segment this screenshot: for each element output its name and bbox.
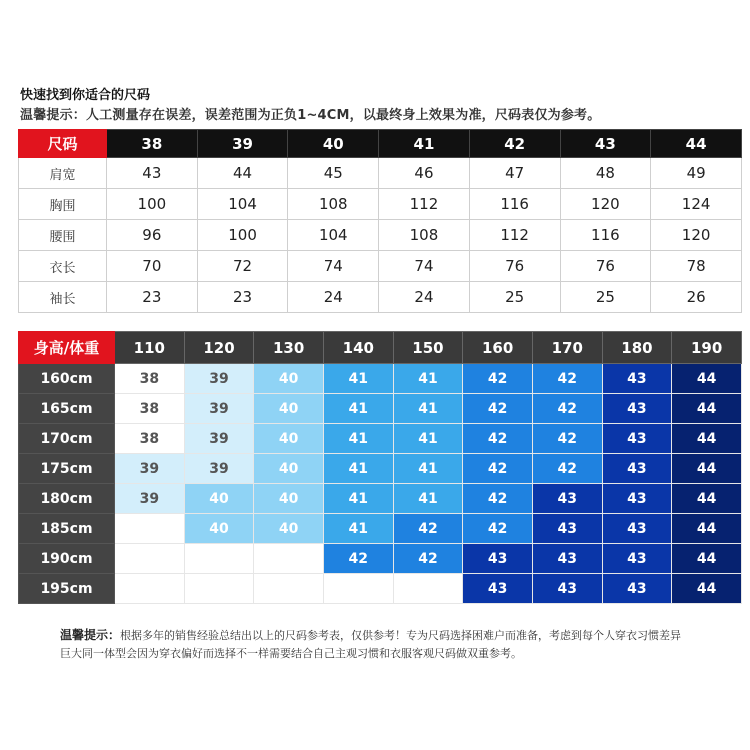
size-header-cell: 40 bbox=[288, 130, 379, 158]
recommended-size-cell: 43 bbox=[602, 394, 672, 424]
measurement-value: 24 bbox=[288, 282, 379, 313]
measurement-label: 胸围 bbox=[19, 189, 107, 220]
size-chart-row bbox=[19, 220, 742, 251]
empty-cell bbox=[115, 574, 185, 604]
recommended-size-cell: 43 bbox=[602, 514, 672, 544]
recommended-size-cell: 43 bbox=[532, 484, 602, 514]
measurement-value: 96 bbox=[107, 220, 198, 251]
recommended-size-cell: 40 bbox=[184, 514, 254, 544]
size-chart-body bbox=[19, 158, 742, 313]
measurement-label: 衣长 bbox=[19, 251, 107, 282]
recommended-size-cell: 44 bbox=[672, 514, 742, 544]
empty-cell bbox=[115, 514, 185, 544]
weight-header-row bbox=[19, 332, 742, 364]
recommendation-body bbox=[19, 364, 742, 604]
recommended-size-cell: 42 bbox=[323, 544, 393, 574]
recommended-size-cell: 44 bbox=[672, 544, 742, 574]
weight-header-cell: 180 bbox=[602, 332, 672, 364]
recommended-size-cell: 43 bbox=[602, 544, 672, 574]
recommended-size-cell: 44 bbox=[672, 424, 742, 454]
height-label: 185cm bbox=[19, 514, 115, 544]
measurement-value: 116 bbox=[560, 220, 651, 251]
recommended-size-cell: 42 bbox=[463, 514, 533, 544]
recommended-size-cell: 41 bbox=[323, 454, 393, 484]
recommended-size-cell: 39 bbox=[184, 364, 254, 394]
recommended-size-cell: 42 bbox=[532, 364, 602, 394]
recommended-size-cell: 43 bbox=[532, 514, 602, 544]
page-title: 快速找到你适合的尺码 bbox=[20, 88, 151, 103]
weight-header-cell: 190 bbox=[672, 332, 742, 364]
weight-header-cell: 140 bbox=[323, 332, 393, 364]
empty-cell bbox=[254, 544, 324, 574]
height-row bbox=[19, 424, 742, 454]
height-row bbox=[19, 514, 742, 544]
measurement-value: 104 bbox=[288, 220, 379, 251]
weight-header-cell: 130 bbox=[254, 332, 324, 364]
measurement-value: 112 bbox=[379, 189, 470, 220]
weight-header-cell: 170 bbox=[532, 332, 602, 364]
measurement-value: 26 bbox=[651, 282, 742, 313]
measurement-value: 46 bbox=[379, 158, 470, 189]
size-chart-table bbox=[18, 129, 742, 313]
height-label: 175cm bbox=[19, 454, 115, 484]
height-label: 180cm bbox=[19, 484, 115, 514]
recommended-size-cell: 42 bbox=[532, 424, 602, 454]
measurement-value: 76 bbox=[469, 251, 560, 282]
recommended-size-cell: 39 bbox=[115, 484, 185, 514]
measurement-notice: 温馨提示：人工测量存在误差，误差范围为正负1~4CM，以最终身上效果为准，尺码表仅为参考。 bbox=[20, 108, 601, 123]
size-header-cell: 38 bbox=[107, 130, 198, 158]
recommended-size-cell: 41 bbox=[393, 484, 463, 514]
empty-cell bbox=[115, 544, 185, 574]
measurement-value: 72 bbox=[197, 251, 288, 282]
recommended-size-cell: 40 bbox=[254, 454, 324, 484]
empty-cell bbox=[323, 574, 393, 604]
height-row bbox=[19, 454, 742, 484]
measurement-value: 100 bbox=[107, 189, 198, 220]
recommended-size-cell: 40 bbox=[254, 514, 324, 544]
size-header-cell: 41 bbox=[379, 130, 470, 158]
size-recommendation-table bbox=[18, 331, 742, 604]
recommended-size-cell: 42 bbox=[463, 424, 533, 454]
measurement-value: 74 bbox=[379, 251, 470, 282]
recommended-size-cell: 41 bbox=[393, 364, 463, 394]
recommended-size-cell: 41 bbox=[323, 364, 393, 394]
measurement-value: 44 bbox=[197, 158, 288, 189]
footer-label: 温馨提示： bbox=[60, 628, 121, 642]
size-corner-cell: 尺码 bbox=[19, 130, 107, 158]
size-chart-row bbox=[19, 251, 742, 282]
recommended-size-cell: 41 bbox=[323, 484, 393, 514]
measurement-value: 124 bbox=[651, 189, 742, 220]
recommended-size-cell: 39 bbox=[115, 454, 185, 484]
recommended-size-cell: 41 bbox=[323, 394, 393, 424]
recommended-size-cell: 44 bbox=[672, 484, 742, 514]
measurement-value: 112 bbox=[469, 220, 560, 251]
measurement-value: 108 bbox=[288, 189, 379, 220]
weight-header-cell: 150 bbox=[393, 332, 463, 364]
size-header-cell: 44 bbox=[651, 130, 742, 158]
measurement-value: 108 bbox=[379, 220, 470, 251]
height-row bbox=[19, 364, 742, 394]
measurement-value: 104 bbox=[197, 189, 288, 220]
recommended-size-cell: 40 bbox=[254, 484, 324, 514]
measurement-value: 25 bbox=[560, 282, 651, 313]
measurement-value: 23 bbox=[107, 282, 198, 313]
measurement-value: 100 bbox=[197, 220, 288, 251]
height-row bbox=[19, 484, 742, 514]
height-label: 165cm bbox=[19, 394, 115, 424]
height-label: 160cm bbox=[19, 364, 115, 394]
recommended-size-cell: 43 bbox=[602, 424, 672, 454]
empty-cell bbox=[393, 574, 463, 604]
measurement-value: 48 bbox=[560, 158, 651, 189]
height-label: 195cm bbox=[19, 574, 115, 604]
recommended-size-cell: 42 bbox=[463, 454, 533, 484]
recommended-size-cell: 40 bbox=[254, 364, 324, 394]
size-chart-row bbox=[19, 158, 742, 189]
measurement-value: 70 bbox=[107, 251, 198, 282]
measurement-value: 49 bbox=[651, 158, 742, 189]
footer-note-line-1 bbox=[60, 626, 681, 643]
measurement-value: 47 bbox=[469, 158, 560, 189]
size-header-cell: 39 bbox=[197, 130, 288, 158]
footer-text-1: 根据多年的销售经验总结出以上的尺码参考表，仅供参考！专为尺码选择困难户而准备，考虑到每个人穿衣习惯差异 bbox=[120, 629, 682, 642]
recommended-size-cell: 44 bbox=[672, 364, 742, 394]
recommended-size-cell: 39 bbox=[184, 394, 254, 424]
measurement-value: 120 bbox=[560, 189, 651, 220]
measurement-value: 43 bbox=[107, 158, 198, 189]
recommended-size-cell: 41 bbox=[393, 424, 463, 454]
recommended-size-cell: 43 bbox=[532, 574, 602, 604]
recommended-size-cell: 44 bbox=[672, 574, 742, 604]
recommended-size-cell: 44 bbox=[672, 454, 742, 484]
measurement-value: 120 bbox=[651, 220, 742, 251]
recommended-size-cell: 42 bbox=[463, 364, 533, 394]
size-header-row bbox=[19, 130, 742, 158]
size-chart-row bbox=[19, 189, 742, 220]
empty-cell bbox=[184, 544, 254, 574]
measurement-value: 23 bbox=[197, 282, 288, 313]
measurement-value: 25 bbox=[469, 282, 560, 313]
empty-cell bbox=[254, 574, 324, 604]
recommended-size-cell: 41 bbox=[323, 424, 393, 454]
recommended-size-cell: 40 bbox=[184, 484, 254, 514]
recommended-size-cell: 40 bbox=[254, 394, 324, 424]
measurement-value: 45 bbox=[288, 158, 379, 189]
recommended-size-cell: 42 bbox=[393, 544, 463, 574]
recommended-size-cell: 39 bbox=[184, 424, 254, 454]
recommended-size-cell: 42 bbox=[532, 454, 602, 484]
measurement-value: 78 bbox=[651, 251, 742, 282]
recommended-size-cell: 42 bbox=[532, 394, 602, 424]
height-label: 190cm bbox=[19, 544, 115, 574]
recommended-size-cell: 44 bbox=[672, 394, 742, 424]
height-row bbox=[19, 544, 742, 574]
measurement-label: 肩宽 bbox=[19, 158, 107, 189]
recommended-size-cell: 40 bbox=[254, 424, 324, 454]
empty-cell bbox=[184, 574, 254, 604]
recommended-size-cell: 38 bbox=[115, 394, 185, 424]
measurement-label: 袖长 bbox=[19, 282, 107, 313]
weight-header-cell: 110 bbox=[115, 332, 185, 364]
recommended-size-cell: 42 bbox=[463, 394, 533, 424]
measurement-value: 24 bbox=[379, 282, 470, 313]
weight-header-cell: 160 bbox=[463, 332, 533, 364]
height-weight-corner-cell: 身高/体重 bbox=[19, 332, 115, 364]
recommended-size-cell: 43 bbox=[602, 484, 672, 514]
height-row bbox=[19, 574, 742, 604]
measurement-value: 76 bbox=[560, 251, 651, 282]
recommended-size-cell: 38 bbox=[115, 364, 185, 394]
recommended-size-cell: 43 bbox=[602, 454, 672, 484]
recommended-size-cell: 41 bbox=[393, 454, 463, 484]
measurement-label: 腰围 bbox=[19, 220, 107, 251]
recommended-size-cell: 41 bbox=[393, 394, 463, 424]
recommended-size-cell: 43 bbox=[463, 574, 533, 604]
size-chart-row bbox=[19, 282, 742, 313]
footer-note-line-2: 巨大同一体型会因为穿衣偏好而选择不一样需要结合自己主观习惯和衣服客观尺码做双重参考。 bbox=[60, 647, 522, 660]
size-header-cell: 42 bbox=[469, 130, 560, 158]
recommended-size-cell: 38 bbox=[115, 424, 185, 454]
recommended-size-cell: 42 bbox=[393, 514, 463, 544]
recommended-size-cell: 41 bbox=[323, 514, 393, 544]
recommended-size-cell: 43 bbox=[463, 544, 533, 574]
height-label: 170cm bbox=[19, 424, 115, 454]
recommended-size-cell: 43 bbox=[602, 574, 672, 604]
recommended-size-cell: 39 bbox=[184, 454, 254, 484]
height-row bbox=[19, 394, 742, 424]
measurement-value: 116 bbox=[469, 189, 560, 220]
weight-header-cell: 120 bbox=[184, 332, 254, 364]
measurement-value: 74 bbox=[288, 251, 379, 282]
recommended-size-cell: 43 bbox=[602, 364, 672, 394]
size-header-cell: 43 bbox=[560, 130, 651, 158]
recommended-size-cell: 43 bbox=[532, 544, 602, 574]
recommended-size-cell: 42 bbox=[463, 484, 533, 514]
